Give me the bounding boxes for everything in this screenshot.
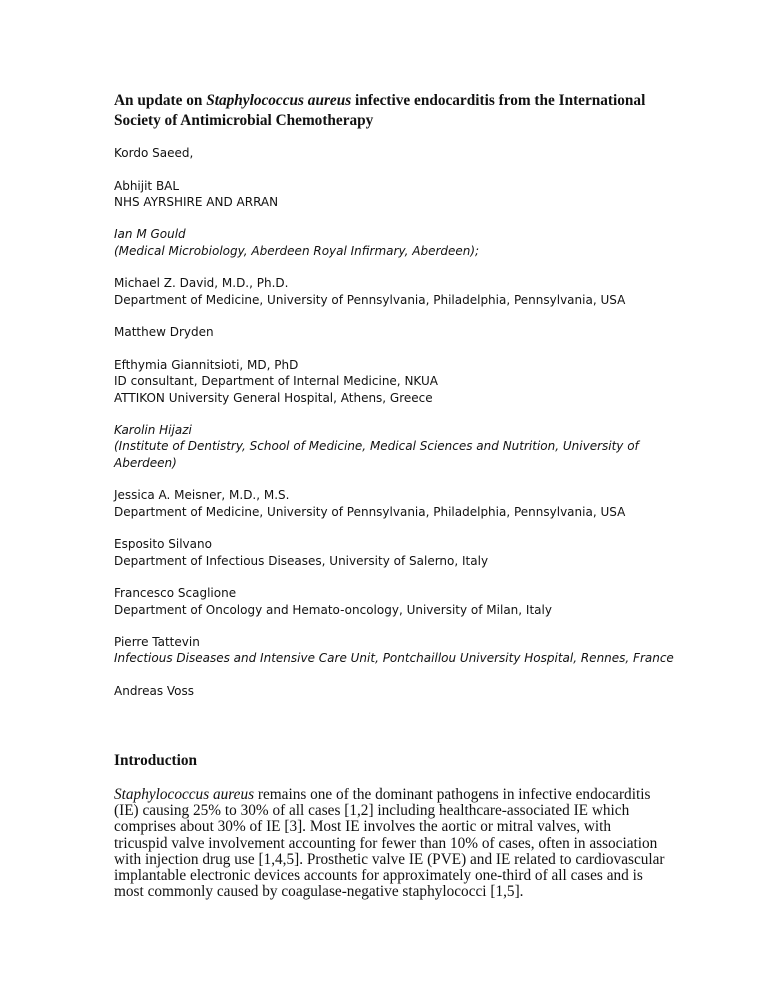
author-affiliation: ID consultant, Department of Internal Medicine, NKUA — [114, 374, 438, 389]
author-name: Esposito Silvano — [114, 537, 212, 552]
author-name: Kordo Saeed, — [114, 146, 194, 160]
author-entry — [114, 422, 674, 471]
title-prefix: An update on — [114, 92, 207, 109]
title-organism: Staphylococcus aureus — [206, 92, 352, 109]
author-affiliation: (Medical Microbiology, Aberdeen Royal Infirmary, Aberdeen); — [114, 243, 480, 258]
author-entry — [114, 634, 674, 667]
author-name: Abhijit BAL — [114, 178, 180, 193]
author-entry — [114, 585, 674, 618]
author-affiliation: Infectious Diseases and Intensive Care Unit, Pontchaillou University Hospital, Rennes, France — [114, 651, 674, 666]
author-entry — [114, 275, 674, 308]
paragraph-line — [114, 787, 674, 803]
paragraph-line: comprises about 30% of IE [3]. Most IE involves the aortic or mitral valves, with — [114, 818, 612, 836]
introduction-heading: Introduction — [114, 752, 198, 769]
author-entry — [114, 683, 674, 699]
introduction-paragraph — [114, 787, 674, 900]
paragraph-line: implantable electronic devices accounts for approximately one-third of all cases and is — [114, 867, 643, 885]
author-name: Matthew Dryden — [114, 325, 214, 340]
paragraph-line: most commonly caused by coagulase-negative staphylococci [1,5]. — [114, 883, 524, 901]
author-affiliation: Department of Medicine, University of Pennsylvania, Philadelphia, Pennsylvania, USA — [114, 292, 626, 307]
author-name: Karolin Hijazi — [114, 423, 192, 438]
author-entry — [114, 178, 674, 211]
author-name: Ian M Gould — [114, 227, 186, 242]
author-entry — [114, 226, 674, 259]
author-entry — [114, 487, 674, 520]
author-affiliation: Aberdeen) — [114, 455, 177, 470]
author-affiliation: Department of Infectious Diseases, University of Salerno, Italy — [114, 553, 489, 568]
paper-title — [114, 91, 674, 131]
author-entry — [114, 324, 674, 340]
line1-rest: remains one of the dominant pathogens in infective endocarditis — [254, 786, 651, 803]
author-affiliation: (Institute of Dentistry, School of Medicine, Medical Sciences and Nutrition, University of — [114, 439, 639, 454]
lead-organism: Staphylococcus aureus — [114, 786, 255, 803]
author-name: Michael Z. David, M.D., Ph.D. — [114, 276, 289, 291]
author-name: Andreas Voss — [114, 683, 195, 698]
title-line1-suffix: infective endocarditis from the International — [351, 92, 646, 109]
title-line2: Society of Antimicrobial Chemotherapy — [114, 112, 374, 129]
author-affiliation: Department of Oncology and Hemato-oncology, University of Milan, Italy — [114, 602, 552, 617]
author-name: Efthymia Giannitsioti, MD, PhD — [114, 357, 299, 372]
author-entry — [114, 145, 674, 161]
author-entry — [114, 536, 674, 569]
paragraph-line: with injection drug use [1,4,5]. Prosthetic valve IE (PVE) and IE related to cardiovascular — [114, 850, 665, 868]
author-affiliation: Department of Medicine, University of Pennsylvania, Philadelphia, Pennsylvania, USA — [114, 504, 626, 519]
author-name: Pierre Tattevin — [114, 635, 200, 650]
author-affiliation: ATTIKON University General Hospital, Athens, Greece — [114, 390, 433, 405]
author-name: Jessica A. Meisner, M.D., M.S. — [114, 488, 290, 503]
paragraph-line: tricuspid valve involvement accounting for fewer than 10% of cases, often in association — [114, 834, 658, 852]
author-entry — [114, 357, 674, 406]
author-affiliation: NHS AYRSHIRE AND ARRAN — [114, 194, 279, 209]
paragraph-line: (IE) causing 25% to 30% of all cases [1,2] including healthcare-associated IE which — [114, 802, 630, 820]
author-name: Francesco Scaglione — [114, 586, 237, 601]
author-list — [114, 145, 674, 715]
